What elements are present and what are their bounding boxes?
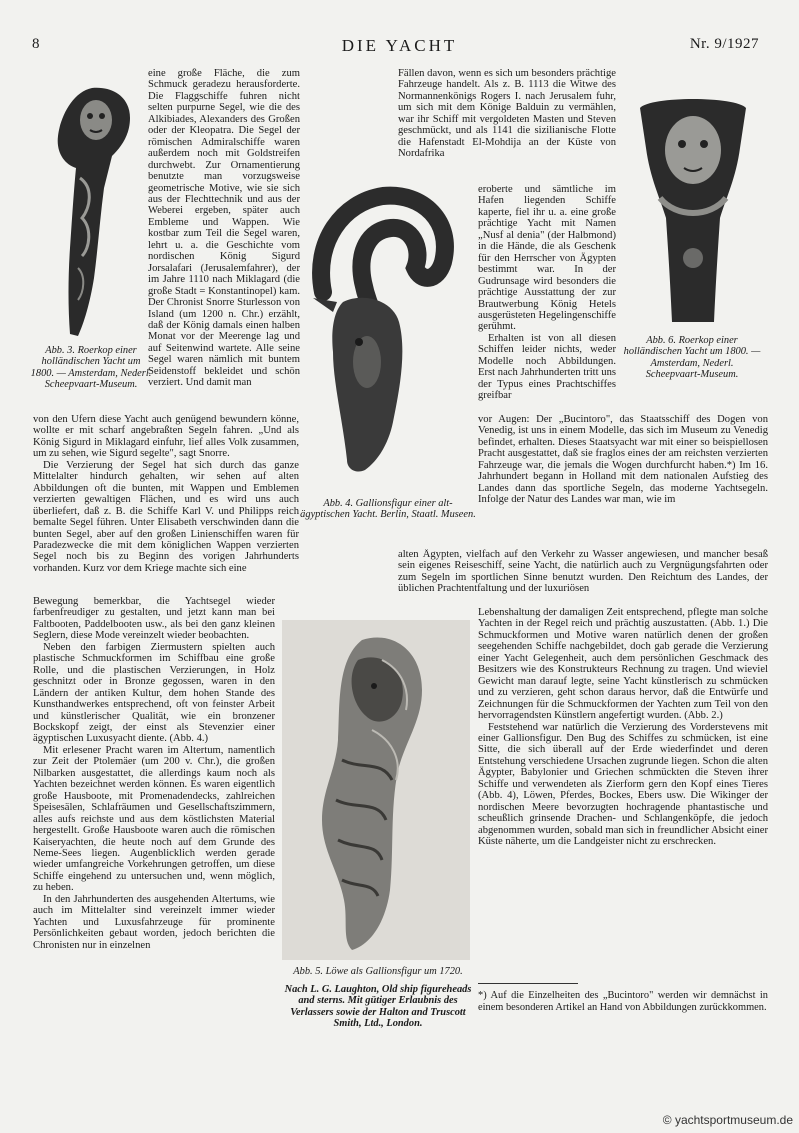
paragraph: alten Ägypten, vielfach auf den Verkehr zu Wasser angewiesen, und mancher besaß sein eigenes Reiseschiff, seine Yacht, die natürlich auch zu Vergnügungsfahrten oder zum Segeln im sportlichen Sinne benutzt wurden. Den Reichtum des Landes, der üblichen Prachtentfaltung und der luxuriösen [398,549,768,595]
col2-bottom-text [478,607,768,983]
paragraph: Neben den farbigen Ziermustern spielten auch plastische Schmuckformen im Schiffbau eine große Rolle, und die plastischen Verzierungen, in Holz geschnitzt oder in Bronze gegossen, waren in den Ländern der antiken Kultur, dem hohen Stande des Kunsthandwerkes entsprechend, oft von feinster Arbeit und künstlerischer Qualität, wie ein bronzener Bockskopf zeigt, der einst als Stevenzier einer ägyptischen Luxusyacht diente. (Abb. 4.) [33,641,275,745]
footnote: *) Auf die Einzelheiten des „Bucintoro" werden wir demnächst in einem besonderen Artikel an Hand von Abbildungen zurückkommen. [478,990,768,1013]
col2-full-text [478,414,768,548]
col1-top-text [148,68,300,413]
page-number: 8 [32,36,40,52]
paragraph: In den Jahrhunderten des ausgehenden Altertums, wie auch im Mittelalter sind vereinzelt immer wieder Yachten und Luxusfahrzeuge für prominente Persönlichkeiten gebaut worden, jedoch berichten die Chronisten nur in einzelnen [33,893,275,951]
footnote-rule [478,983,578,984]
figure-3-caption: Abb. 3. Roerkop einer holländischen Yacht um 1800. — Amsterdam, Nederl. Scheepvaart-Museum. [30,345,152,391]
figure-3-image [34,78,142,340]
paragraph: vor Augen: Der „Bucintoro", das Staatsschiff des Dogen von Venedig, ist uns in einem Modelle, das sich im Museum zu Venedig befindet, erhalten. Dieses Staatsyacht war mit einer so beispiellosen Pracht ausgestattet, daß sie fraglos eines der am reichsten verzierten Fahrzeuge war, die jemals die Wogen durchfurcht haben.*) Im 16. Jahrhundert begann in Holland mit dem nationalen Aufstieg des Landes dann das sportliche Segeln, das moderne Yachtsegeln. Infolge der Natur des Landes war man, wie im [478,414,768,506]
paragraph: Mit erlesener Pracht waren im Altertum, namentlich zur Zeit der Ptolemäer (um 200 v. Chr.), die großen Nilbarken ausgestattet, die allerdings kaum noch als Yachten bezeichnet werden können. Es waren eigentlich große Hausboote, mit Promenadendecks, zahlreichen Speisesälen, Schlafräumen und Gesellschaftszimmern, alles aufs reichste und aus dem köstlichsten Material hergestellt. Große Hausboote waren auch die römischen Kaiseryachten, die heute noch auf dem Grunde des Neme-Sees liegen. Augenblicklich werden gerade wieder umfangreiche Vorkehrungen getroffen, um diese Schiffe eingehend zu untersuchen und, wenn möglich, zu heben. [33,744,275,894]
figure-6-caption: Abb. 6. Roerkop einer holländischen Yacht um 1800. — Amsterdam, Nederl. Scheepvaart-Museum. [623,335,761,381]
paragraph: von den Ufern diese Yacht auch genügend bewundern könne, wollte er mit scharf angebraßten Segeln fahren. „Und als König Sigurd in Miklagard einfuhr, lief alles Volk zusammen, um zu sehen, wie Sigurd segelte", sagt Snorre. [33,414,299,460]
ram-head-illustration [303,182,473,480]
figure-6-image [630,88,756,328]
paragraph: Erhalten ist von all diesen Schiffen leider nichts, weder Modelle noch Abbildungen. Erst nach Jahrhunderten tritt uns der Typus eines Prachtschiffes greifbar [478,332,616,402]
col1-full-text [33,414,299,598]
col2-top-text [398,68,616,183]
figure-5-image [282,620,470,960]
col1-bottom-text [33,596,275,1074]
paragraph: eroberte und sämtliche im Hafen liegenden Schiffe kaperte, fiel ihr u. a. eine große prächtige Yacht mit Namen „Nusf al denia" (der Halbmond) in die Hände, die als Geschenk für den Herrscher von Ägypten bestimmt war. In der Gudrunsage wird besonders die prächtige Ausstattung der zur Brautwerbung König Hetels ausgerüsteten Hegelingenschiffe gerühmt. [478,184,616,333]
journal-title: DIE YACHT [341,36,458,55]
paragraph: Feststehend war natürlich die Verzierung des Vorderstevens mit einer Gallionsfigur. Den Bug des Schiffes zu schmücken, ist eine Sitte, die sich überall auf der Erde wiederfindet und deren Entstehung verschiedene Ursachen zugrunde liegen. Schon die alten Ägypter, Babylonier und Griechen schmückten die Steven ihrer Schiffe und verwendeten als Zierform gern den Kopf eines Tieres (Abb. 4), Löwen, Pferdes, Bockes, Ebers usw. Die Wikinger der nordischen Meere bevorzugten hochragende phantastische und scheußlich grinsende Drachen- und Schlangenköpfe, die jedoch abgenommen wurden, sobald man sich in freundlicher Absicht einer Küste näherte, um die Landgeister nicht zu erschrecken. [478,721,768,848]
paragraph: Lebenshaltung der damaligen Zeit entsprechend, pflegte man solche Yachten in der Regel reich und prächtig auszustatten. (Abb. 1.) Die Schmuckformen und Motive waren natürlich denen der großen seegehenden Schiffe nachgebildet, doch gab gerade die Verzierung einer Yacht Gelegenheit, auch dem persönlichen Geschmack des Besitzers wie des Konstrukteurs Rechnung zu tragen. Und wieviel Gewicht man darauf legte, seine Yacht künstlerisch zu schmücken und zu verzieren, geht schon daraus hervor, daß die Entwürfe und Zeichnungen für die Schmuckformen der Yachten zum Teil von den hervorragendsten Künstlern angefertigt wurden. (Abb. 2.) [478,607,768,722]
carved-head-illustration-left [34,78,142,340]
watermark: © yachtsportmuseum.de [662,1113,793,1127]
paragraph: Fällen davon, wenn es sich um besonders prächtige Fahrzeuge handelt. Als z. B. 1113 die Witwe des Normannenkönigs Rogers I. nach Jerusalem fuhr, um sich mit dem Könige Balduin zu vermählen, war ihr Schiff mit vergoldeten Masten und Steven geschmückt, und als 1141 die sizilianische Flotte die Hafenstadt El-Mohdija an der Küste von Nordafrika [398,68,616,160]
wide-text [398,549,768,607]
lion-figurehead-illustration [282,620,470,960]
paragraph: eine große Fläche, die zum Schmuck geradezu herausforderte. Die Flaggschiffe fuhren nicht selten purpurne Segel, wie die des Alkibiades, Alexanders des Großen oder der Kleopatra. Die Segel der römischen Admiralschiffe waren außerdem noch mit Goldstreifen durchwebt. Zur Ornamentierung benutzte man vorzugsweise geometrische Motive, wie sie sich aus der Flechttechnik und aus der Weberei ergeben, später auch Embleme und Wappen. Wie kostbar zum Teil die Segel waren, lehrt u. a. die Geschichte vom nordischen König Sigurd Jorsalafari (Jerusalemfahrer), der im Jahre 1110 nach Miklagard (die große Stadt = Konstantinopel) kam. Der Chronist Snorre Sturlesson von Island (um 1200 n. Chr.) erzählt, daß der König damals einen halben Monat vor der Meerenge lag und auf Seitenwind wartete. Alle seine Segel waren nämlich mit buntem Seidenstoff bekleidet und schön verziert. Und damit man [148,68,300,389]
figure-4-image [303,182,473,480]
figure-5-caption-title: Abb. 5. Löwe als Gallionsfigur um 1720. [293,966,463,977]
figure-5-caption-credit: Nach L. G. Laughton, Old ship figureheads and sterns. Mit gütiger Erlaubnis des Verlassers sowie der Halton and Truscott Smith, Ltd., London. [284,984,472,1030]
col2-right-text [478,184,616,414]
carved-head-illustration-right [630,88,756,328]
paragraph: Die Verzierung der Segel hat sich durch das ganze Mittelalter hindurch gehalten, wir sehen auf alten Abbildungen oft die bunten, mit Wappen und Emblemen verzierten gewaltigen Flächen, und es wird uns auch überliefert, daß z. B. die Schiffe Karl V. und Philipps reich bemalte Segel führen. Unter Elisabeth verschwinden dann die bunten Segel, aber auf den großen Linienschiffen waren für Paradezwecke die mit dem königlichen Wappen verzierten Segel noch bis zu Beginn des vorigen Jahrhunderts vorhanden. Kurz vor dem Kriege machte sich eine [33,459,299,574]
figure-4-caption: Abb. 4. Gallionsfigur einer alt-ägyptischen Yacht. Berlin, Staatl. Museen. [300,498,476,521]
issue-number: Nr. 9/1927 [689,36,759,52]
paragraph: Bewegung bemerkbar, die Yachtsegel wieder farbenfreudiger zu gestalten, und jetzt kann man bei Faltbooten, Paddelbooten usw., als bei den ganz kleinen Seglern, diese Mode vereinzelt wieder beobachten. [33,596,275,642]
